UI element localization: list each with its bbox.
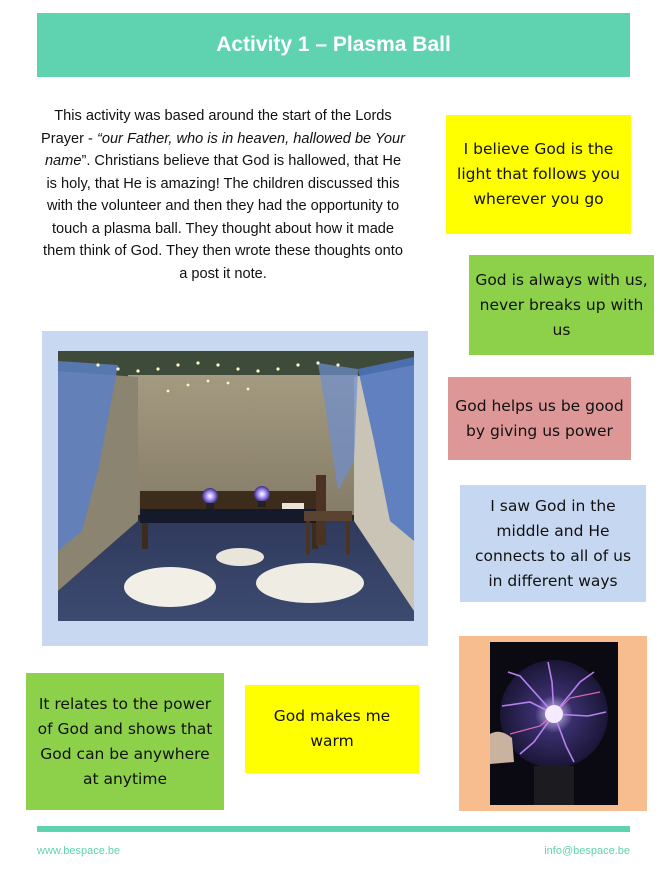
sticky-note-connects: [460, 485, 646, 602]
intro-paragraph: [38, 105, 408, 285]
sticky-note-text: It relates to the power of God and shows that God can be anywhere at anytime: [37, 694, 213, 788]
sticky-note-warm: [245, 685, 419, 773]
sticky-note-text: God is always with us, never breaks up with us: [475, 270, 648, 339]
tent-photo-frame: [42, 331, 428, 646]
sticky-note-power: [448, 377, 631, 460]
plasma-ball-illustration: [490, 642, 618, 805]
page-title: Activity 1 – Plasma Ball: [216, 33, 451, 56]
sticky-note-light: [446, 115, 631, 234]
title-banner: [37, 13, 630, 77]
email-link[interactable]: info@bespace.be: [544, 845, 630, 857]
sticky-note-text: God helps us be good by giving us power: [455, 396, 624, 440]
intro-text-end: ”. Christians believe that God is hallowed, that He is holy, that He is amazing! The children discussed this with the volunteer and then they had the opportunity to touch a plasma ball. They thought about how it made them think of God. They then wrote these thoughts onto a post it note.: [43, 153, 403, 282]
plasma-photo-frame: [459, 636, 647, 811]
plasma-ball-photo: [490, 642, 618, 805]
website-link[interactable]: www.bespace.be: [37, 845, 121, 857]
sticky-note-anywhere: [26, 673, 224, 810]
tent-photo: [58, 351, 414, 621]
tent-scene-illustration: [58, 351, 414, 621]
sticky-note-always-with-us: [469, 255, 654, 355]
sticky-note-text: God makes me warm: [273, 707, 391, 750]
sticky-note-text: I believe God is the light that follows you wherever you go: [457, 140, 620, 208]
intro-text-start: This activity was based around the start of the Lords Prayer -: [41, 108, 392, 147]
sticky-note-text: I saw God in the middle and He connects to all of us in different ways: [474, 496, 632, 590]
prayer-quote: “our Father, who is in heaven, hallowed be Your name: [44, 130, 405, 169]
footer-divider: [37, 826, 630, 832]
